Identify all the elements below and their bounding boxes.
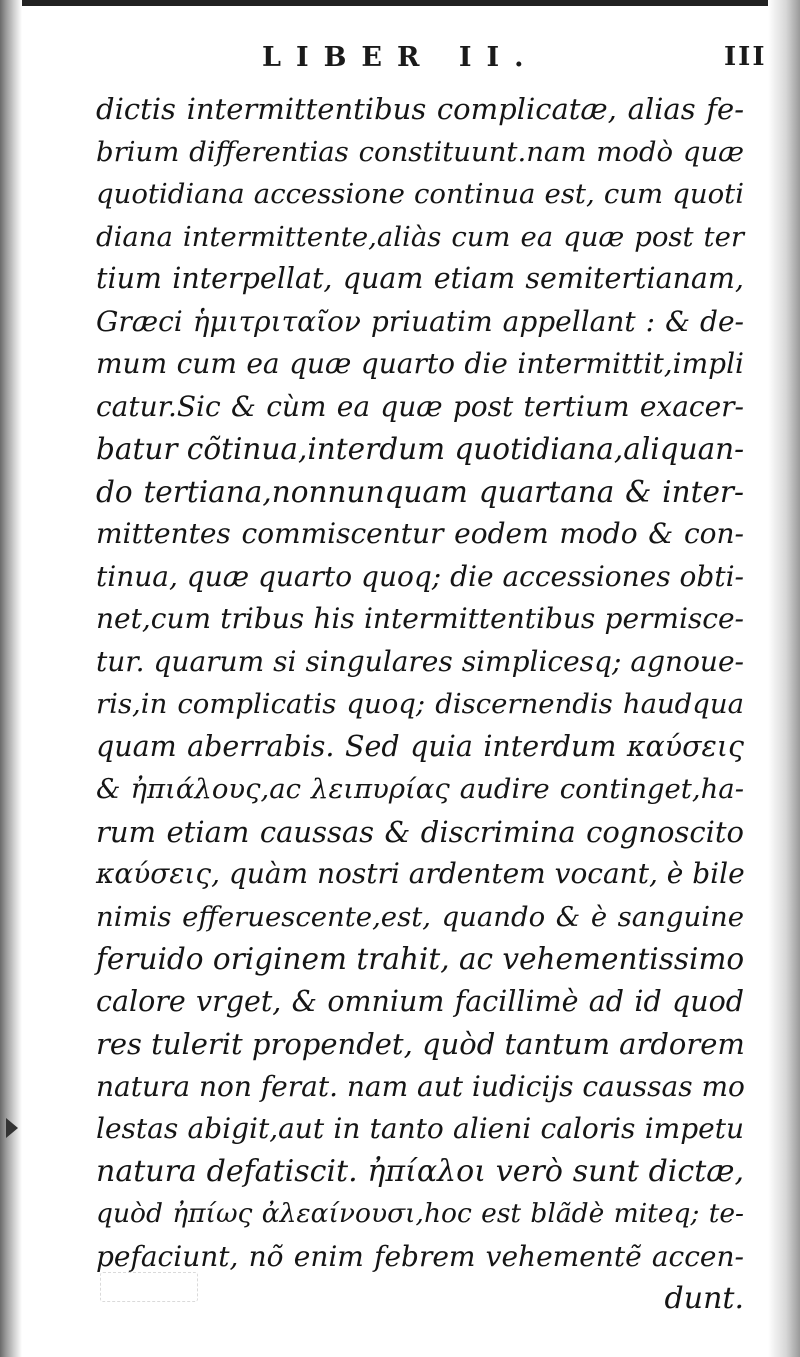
- text-line: ris,in complicatis quoq; discernendis haudqua: [96, 688, 744, 720]
- text-line: do tertiana,nonnunquam quartana & inter-: [96, 474, 744, 509]
- text-line: tur. quarum si singulares simplicesq; agnoue-: [96, 644, 744, 678]
- faint-library-stamp: [100, 1272, 198, 1302]
- text-line: tinua, quæ quarto quoq; die accessiones obti-: [96, 559, 744, 593]
- text-line: nimis efferuescente,est, quando & è sanguine: [96, 900, 744, 933]
- running-head: LIBER II.: [262, 42, 539, 73]
- text-line: natura non ferat. nam aut iudicijs caussas mo: [96, 1069, 745, 1103]
- top-edge-band: [0, 0, 800, 6]
- text-line: καύσεις, quàm nostri ardentem vocant, è bile: [96, 857, 745, 890]
- text-line: mum cum ea quæ quarto die intermittit,impli: [96, 347, 744, 380]
- text-line: Græci ἡμιτριταῖον priuatim appellant : & de-: [96, 304, 744, 338]
- text-line: natura defatiscit. ἠπίαλοι verò sunt dictæ,: [96, 1153, 744, 1189]
- text-line: quam aberrabis. Sed quia interdum καύσεις: [96, 729, 744, 763]
- text-line: quotidiana accessione continua est, cum quoti: [96, 178, 744, 210]
- text-line: net,cum tribus his intermittentibus permisce-: [96, 602, 744, 635]
- page-number: III: [724, 42, 767, 72]
- text-line: & ἠπιάλους,ac λειπυρίας audire continget,ha-: [96, 773, 744, 805]
- text-line: brium differentias constituunt.nam modò quæ: [96, 135, 744, 168]
- body-text: [96, 88, 744, 1321]
- text-line: quòd ἠπίως ἀλεαίνουσι,hoc est blãdè miteq; te-: [96, 1198, 744, 1229]
- text-line: feruido originem trahit, ac vehementissimo: [96, 942, 745, 976]
- text-line: tium interpellat, quam etiam semitertianam,: [96, 262, 744, 295]
- page-edge-shadow: [768, 0, 800, 1357]
- text-line: calore vrget, & omnium facillimè ad id quod: [96, 984, 744, 1018]
- text-line: mittentes commiscentur eodem modo & con-: [96, 517, 744, 550]
- text-line: diana intermittente,aliàs cum ea quæ post ter: [96, 220, 744, 253]
- text-line: catur.Sic & cùm ea quæ post tertium exacer-: [96, 389, 744, 423]
- margin-marker: [6, 1118, 18, 1138]
- text-line: rum etiam caussas & discrimina cognoscito: [96, 814, 744, 849]
- text-line: pefaciunt, nõ enim febrem vehementẽ accen-: [96, 1239, 744, 1273]
- page-gutter-shadow: [0, 0, 22, 1357]
- text-line: dunt.: [664, 1281, 744, 1316]
- text-line: dictis intermittentibus complicatæ, alias fe-: [96, 92, 744, 126]
- text-line: batur cõtinua,interdum quotidiana,aliquan-: [96, 432, 745, 466]
- text-line: res tulerit propendet, quòd tantum ardorem: [96, 1027, 745, 1061]
- text-line: lestas abigit,aut in tanto alieni caloris impetu: [96, 1112, 744, 1145]
